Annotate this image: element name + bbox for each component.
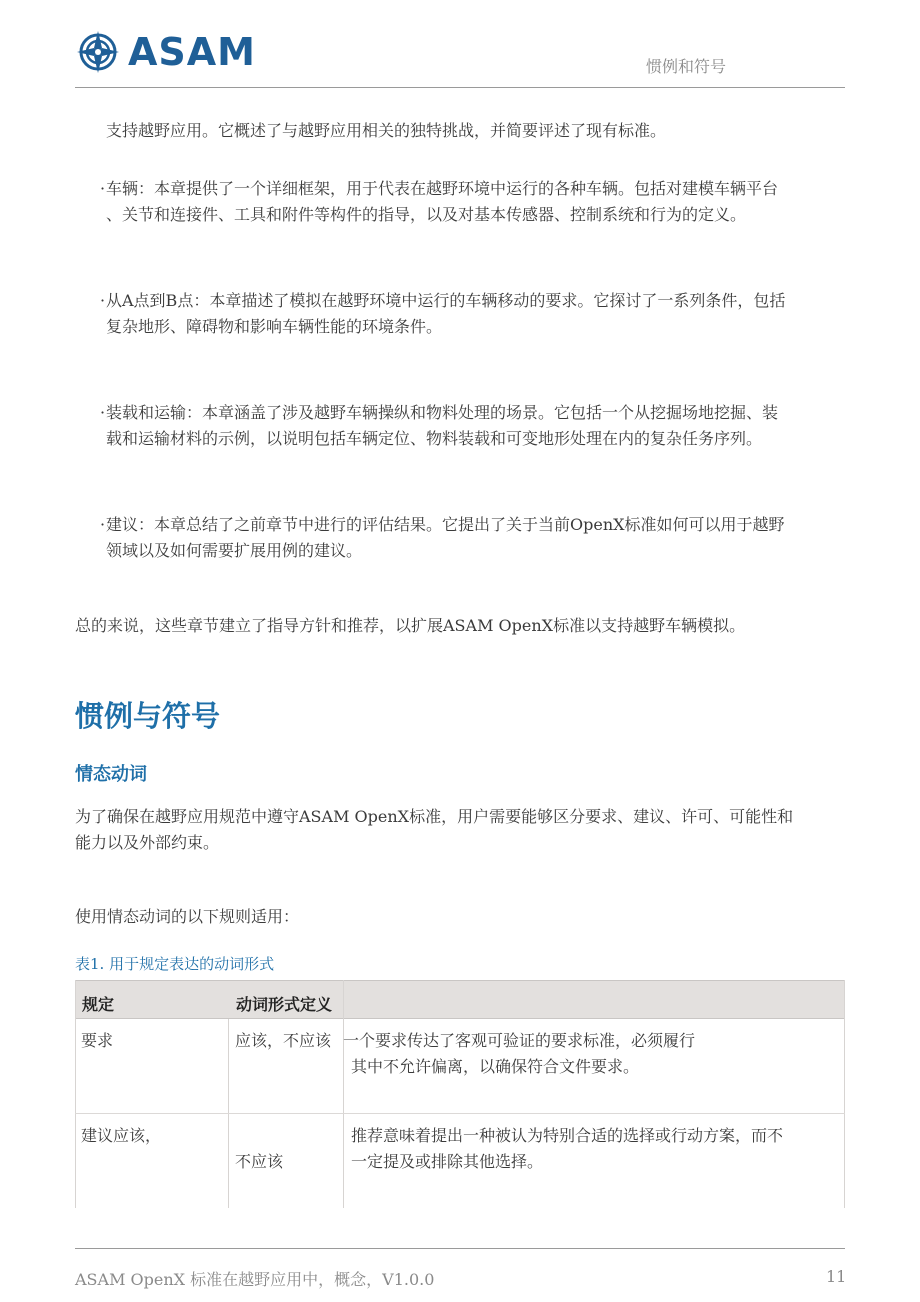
bullet-item-loading bbox=[100, 400, 848, 452]
table-cell: 建议应该， bbox=[81, 1126, 162, 1145]
table-border-right bbox=[844, 980, 845, 1208]
bullet-line: 领域以及如何需要扩展用例的建议。 bbox=[106, 541, 363, 560]
table-row-divider bbox=[75, 1113, 845, 1114]
intro-tail-text: 支持越野应用。它概述了与越野应用相关的独特挑战，并简要评述了现有标准。 bbox=[106, 121, 667, 140]
subsection-heading: 情态动词 bbox=[75, 764, 147, 785]
table-border-left bbox=[75, 980, 76, 1208]
table-cell: 应该，不应该 bbox=[235, 1031, 332, 1050]
bullet-item-recommendations bbox=[100, 512, 848, 564]
logo-text: ASAM bbox=[128, 30, 257, 74]
table-cell: 一个要求传达了客观可验证的要求标准，必须履行 bbox=[343, 1031, 696, 1050]
bullet-line: 装载和运输：本章涵盖了涉及越野车辆操纵和物料处理的场景。它包括一个从挖掘场地挖掘、装 bbox=[106, 403, 779, 422]
asam-logo bbox=[76, 30, 256, 74]
bullet-item-a-to-b bbox=[100, 288, 848, 340]
verb-forms-table bbox=[75, 980, 845, 1208]
header-divider bbox=[75, 87, 845, 88]
paragraph-line: 为了确保在越野应用规范中遵守ASAM OpenX标准，用户需要能够区分要求、建议、许可、可能性和 bbox=[75, 807, 794, 826]
bullet-line: 复杂地形、障碍物和影响车辆性能的环境条件。 bbox=[106, 317, 443, 336]
bullet-dot: · bbox=[100, 291, 106, 310]
table-header-cell: 规定 bbox=[82, 995, 115, 1014]
bullet-line: 建议：本章总结了之前章节中进行的评估结果。它提出了关于当前OpenX标准如何可以用于越野 bbox=[106, 515, 785, 534]
bullet-line: 车辆：本章提供了一个详细框架，用于代表在越野环境中运行的各种车辆。包括对建模车辆平台 bbox=[106, 179, 779, 198]
table-header-cell: 动词形式定义 bbox=[236, 995, 333, 1014]
bullet-item-vehicle bbox=[100, 176, 848, 228]
paragraph-line: 能力以及外部约束。 bbox=[75, 833, 220, 852]
page-number: 11 bbox=[826, 1267, 847, 1286]
section-heading: 惯例与符号 bbox=[75, 699, 221, 733]
bullet-line: 载和运输材料的示例，以说明包括车辆定位、物料装载和可变地形处理在内的复杂任务序列。 bbox=[106, 429, 763, 448]
bullet-line: 、关节和连接件、工具和附件等构件的指导，以及对基本传感器、控制系统和行为的定义。 bbox=[106, 205, 747, 224]
summary-paragraph: 总的来说，这些章节建立了指导方针和推荐，以扩展ASAM OpenX标准以支持越野车辆模拟。 bbox=[75, 616, 746, 635]
footer-document-title: ASAM OpenX 标准在越野应用中，概念，V1.0.0 bbox=[75, 1270, 435, 1289]
bullet-dot: · bbox=[100, 515, 106, 534]
compass-icon bbox=[76, 30, 120, 74]
table-cell: 一定提及或排除其他选择。 bbox=[351, 1152, 544, 1171]
table-header-row bbox=[75, 980, 845, 1019]
table-cell: 其中不允许偏离，以确保符合文件要求。 bbox=[351, 1057, 640, 1076]
table-caption: 表1. 用于规定表达的动词形式 bbox=[75, 955, 275, 973]
rules-intro-paragraph: 使用情态动词的以下规则适用： bbox=[75, 907, 300, 926]
table-cell: 推荐意味着提出一种被认为特别合适的选择或行动方案，而不 bbox=[351, 1126, 784, 1145]
table-cell: 不应该 bbox=[235, 1152, 284, 1171]
bullet-dot: · bbox=[100, 403, 106, 422]
modal-verbs-paragraph bbox=[75, 804, 793, 856]
table-cell: 要求 bbox=[81, 1031, 114, 1050]
header-section-title: 惯例和符号 bbox=[646, 57, 727, 76]
footer-divider bbox=[75, 1248, 845, 1249]
bullet-dot: · bbox=[100, 179, 106, 198]
table-column-divider bbox=[343, 980, 344, 1208]
bullet-line: 从A点到B点：本章描述了模拟在越野环境中运行的车辆移动的要求。它探讨了一系列条件，包括 bbox=[106, 291, 786, 310]
